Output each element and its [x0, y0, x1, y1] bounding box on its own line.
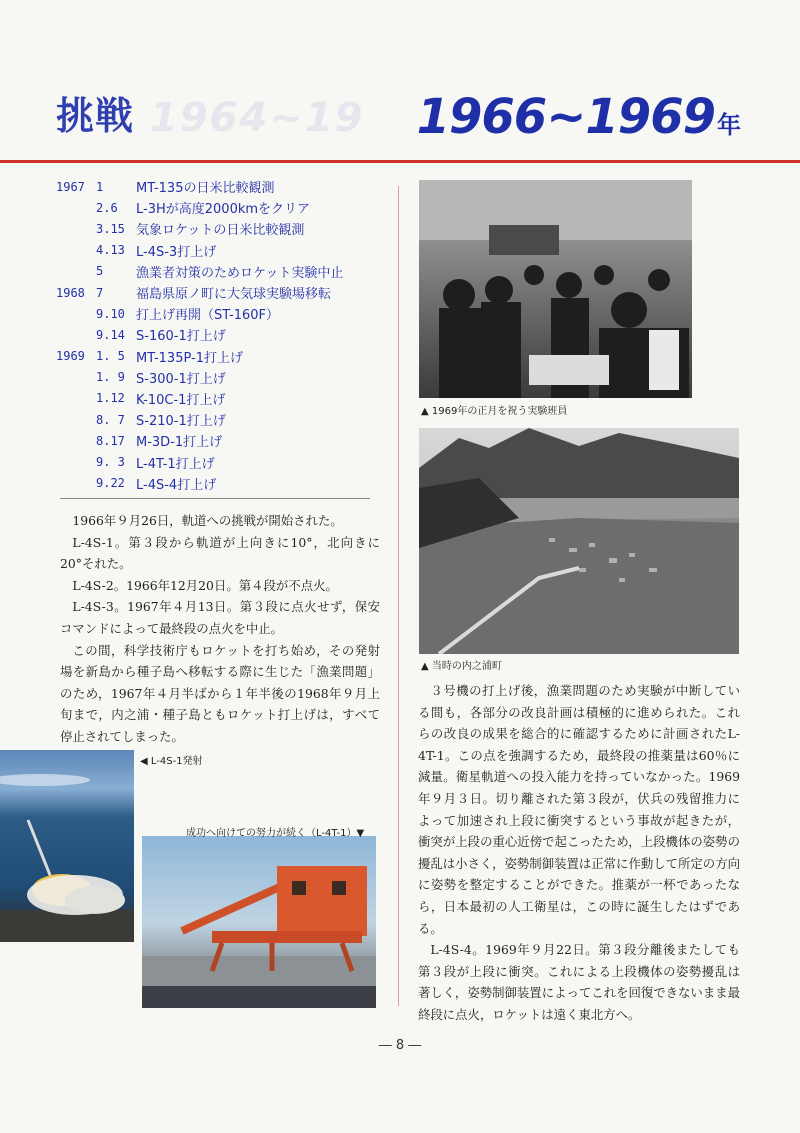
period-unit: 年: [717, 111, 740, 139]
chronology-event: M-3D-1打上げ: [136, 435, 223, 451]
header-divider: [0, 160, 800, 163]
chronology-row: [56, 240, 386, 261]
chronology-row: [56, 303, 386, 324]
caption-tower: 成功へ向けての努力が続く（L-4T-1）▼: [186, 828, 365, 839]
chronology-event: MT-135の日米比較観測: [136, 181, 275, 197]
chronology-event: S-210-1打上げ: [136, 414, 226, 430]
chronology-date: 8. 7: [96, 412, 125, 427]
page-number: ― 8 ―: [378, 1038, 422, 1053]
left-body-text: [60, 510, 380, 748]
photo-new-year-party: [419, 180, 692, 398]
header-ghost-text: 1964~19: [150, 95, 365, 141]
chronology-event: L-3Hが高度2000kmをクリア: [136, 202, 311, 218]
chronology-event: L-4T-1打上げ: [136, 456, 215, 472]
page-title: 挑戦: [56, 94, 135, 138]
chronology-date: 9.22: [96, 476, 125, 491]
chronology-event: 気象ロケットの日米比較観測: [136, 223, 305, 239]
chronology-row: [56, 473, 386, 494]
paragraph: L-4S-2。1966年12月20日。第４段が不点火。: [72, 577, 338, 593]
chronology-date: 8.17: [96, 433, 125, 448]
photo-l4s1-launch: [0, 750, 134, 942]
paragraph: この間，科学技術庁もロケットを打ち始め，その発射場を新島から種子島へ移転する際に生じた「漁業問題」のため，1967年４月半ばから１年半後の1968年９月上旬まで，内之浦・種子島ともロケット打上げは，すべて停止されてしまった。: [60, 642, 380, 744]
paragraph: L-4S-1。第３段から軌道が上向きに10°，北向きに20°それた。: [60, 534, 380, 572]
chronology-date: 4.13: [96, 243, 125, 258]
chronology-row: [56, 430, 386, 451]
chronology-row: [56, 388, 386, 409]
period-years: 1966~1969: [416, 89, 715, 145]
chronology-event: 福島県原ノ町に大気球実験場移転: [136, 287, 332, 303]
photo-launch-drawing: [0, 750, 134, 942]
caption-town: ▲ 当時の内之浦町: [421, 661, 502, 672]
photo-party-drawing: [419, 180, 692, 398]
chronology-event: 漁業者対策のためロケット実験中止: [136, 265, 344, 281]
chronology-date: 7: [96, 285, 104, 300]
photo-uchinoura-town: [419, 428, 739, 654]
chronology-date: 1. 9: [96, 370, 125, 385]
chronology-row: [56, 261, 386, 282]
chronology-year: 1969: [56, 349, 85, 364]
chronology-row: [56, 409, 386, 430]
chronology-row: [56, 218, 386, 239]
chronology-event: 打上げ再開（ST-160F）: [136, 308, 279, 324]
chronology-row: [56, 282, 386, 303]
chronology-row: [56, 451, 386, 472]
chronology-event: L-4S-3打上げ: [136, 244, 217, 260]
column-divider: [398, 186, 399, 1006]
chronology-list: [56, 176, 386, 494]
chronology-event: S-160-1打上げ: [136, 329, 226, 345]
paragraph: 1966年９月26日，軌道への挑戦が開始された。: [72, 513, 343, 528]
paragraph: ３号機の打上げ後，漁業問題のため実験が中断している間も，各部分の改良計画は積極的に進められた。これらの改良の成果を総合的に確認するために計画されたL-4T-1。この点を強調するため，最終段の推薬量は60％に減量。衛星軌道への投入能力を持っていなかった。1969年９月３日。切り離された第３段が，伏兵の残留推力によって加速され上段に衝突するという事故が起きたが，衝突が上段の重心近傍で起こったため，上段機体の姿勢の擾乱は小さく，姿勢制御装置は正常に作動して所定の方向に姿勢を整定することができた。推薬が一杯であったなら，日本最初の人工衛星は，この時に誕生したはずである。: [418, 683, 740, 936]
chronology-date: 9. 3: [96, 455, 125, 470]
chronology-event: MT-135P-1打上げ: [136, 350, 243, 366]
chronology-event: S-300-1打上げ: [136, 371, 226, 387]
photo-l4t1-launcher: [142, 836, 376, 1008]
chronology-row: [56, 367, 386, 388]
chronology-row: [56, 324, 386, 345]
chronology-year: 1968: [56, 285, 85, 300]
photo-town-drawing: [419, 428, 739, 654]
chronology-date: 2.6: [96, 200, 118, 215]
photo-tower-drawing: [142, 836, 376, 1008]
chronology-date: 5: [96, 264, 104, 279]
chronology-date: 1.12: [96, 391, 125, 406]
chronology-row: [56, 346, 386, 367]
caption-launch: ◀ L-4S-1発射: [140, 756, 203, 767]
chronology-event: L-4S-4打上げ: [136, 477, 217, 493]
chronology-date: 9.14: [96, 327, 125, 342]
paragraph: L-4S-3。1967年４月13日。第３段に点火せず，保安コマンドによって最終段の点火を中止。: [60, 599, 380, 636]
chronology-date: 9.10: [96, 306, 125, 321]
chronology-year: 1967: [56, 179, 85, 194]
caption-party: ▲ 1969年の正月を祝う実験班員: [421, 406, 568, 417]
period-heading: [416, 89, 740, 150]
chronology-date: 1: [96, 179, 104, 194]
paragraph: L-4S-4。1969年９月22日。第３段分離後またしても第３段が上段に衝突。これによる上段機体の姿勢擾乱は著しく，姿勢制御装置によってこれを回復できないまま最終段に点火，ロケットは遠く東北方へ。: [418, 942, 740, 1022]
chronology-event: K-10C-1打上げ: [136, 392, 226, 408]
chronology-date: 1. 5: [96, 349, 125, 364]
chronology-row: [56, 176, 386, 197]
chronology-divider: [60, 498, 370, 499]
right-body-text: [418, 680, 740, 1026]
chronology-date: 3.15: [96, 221, 125, 236]
chronology-row: [56, 197, 386, 218]
